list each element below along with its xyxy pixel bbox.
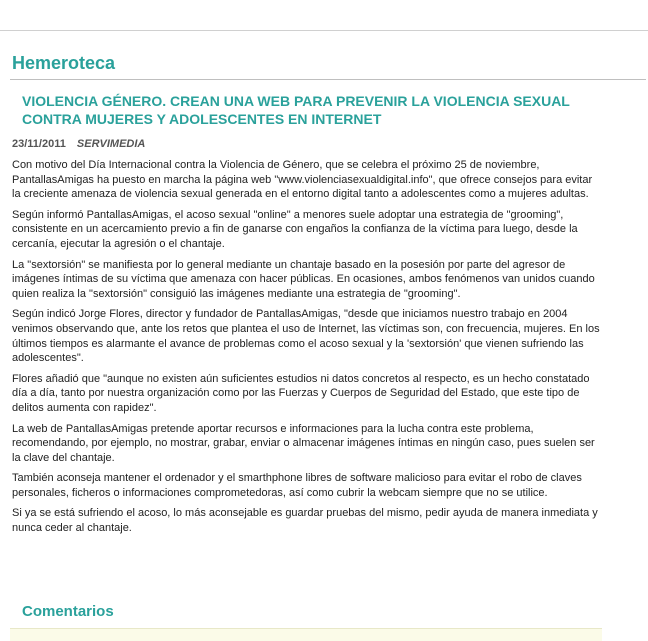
section-title: Hemeroteca [12, 53, 116, 73]
comments-area [10, 628, 602, 641]
article-paragraph: También aconseja mantener el ordenador y el smarthphone libres de software malicioso para evitar el robo de claves personales, ficheros o informaciones comprometedoras, así como cubrir la webcam siempre que no se utilice. [12, 472, 582, 499]
header-divider [0, 30, 648, 31]
site-logo-strip [0, 0, 648, 26]
article-source: SERVIMEDIA [76, 138, 146, 150]
article-paragraph: Con motivo del Día Internacional contra la Violencia de Género, que se celebra el próximo 25 de noviembre, PantallasAmigas ha puesto en marcha la página web "www.violenciasexualdigital.info", que ofrece consejos para evitar la creciente amenaza de violencia sexual generada en el entorno digital tanto a adolescentes como a mujeres adultas. [12, 159, 593, 201]
article-date: 23/11/2011 [12, 138, 66, 150]
article-body [12, 158, 602, 542]
article-headline: VIOLENCIA GÉNERO. CREAN UNA WEB PARA PREVENIR LA VIOLENCIA SEXUAL CONTRA MUJERES Y ADOLESCENTES EN INTERNET [22, 93, 570, 127]
article-meta [12, 138, 145, 150]
comments-title: Comentarios [22, 603, 114, 620]
article-paragraph: Si ya se está sufriendo el acoso, lo más aconsejable es guardar pruebas del mismo, pedir ayuda de manera inmediata y nunca ceder al chantaje. [12, 507, 598, 535]
site-logo[interactable] [14, 0, 25, 19]
article-paragraph: Flores añadió que "aunque no existen aún suficientes estudios ni datos concretos al respecto, es un hecho constatado día a día, tanto por nuestra organización como por las Fuerzas y Cuerpos de Seguridad del Estado, que este tipo de delitos aumenta con rapidez". [12, 372, 590, 414]
article-paragraph: Según indicó Jorge Flores, director y fundador de PantallasAmigas, "desde que iniciamos nuestro trabajo en 2004 venimos observando que, ante los retos que plantea el uso de Internet, las víctimas son, con frecuencia, mujeres. En los últimos tiempos es alarmante el avance de problemas como el acoso sexual y la 'sextorsión' que vienen sufriendo las adolescentes". [12, 308, 600, 365]
article-paragraph: La web de PantallasAmigas pretende aportar recursos e informaciones para la lucha contra este problema, recomendando, por ejemplo, no mostrar, grabar, enviar o almacenar imágenes íntimas en ningún caso, pues suelen ser la clave del chantaje. [12, 422, 595, 464]
section-divider [10, 79, 646, 80]
article-paragraph: La "sextorsión" se manifiesta por lo general mediante un chantaje basado en la posesión por parte del agresor de imágenes íntimas de su víctima que amenaza con hacer públicas. En ocasiones, ambos fenómenos van unidos cuando quien realiza la "sextorsión" consiguió las imágenes mediante una estrategia de "grooming". [12, 258, 595, 300]
article-paragraph: Según informó PantallasAmigas, el acoso sexual "online" a menores suele adoptar una estrategia de "grooming", consistente en un acercamiento previo a fin de ganarse con engaños la confianza de la víctima para luego, desde la cercanía, ejecutar la agresión o el chantaje. [12, 208, 578, 250]
